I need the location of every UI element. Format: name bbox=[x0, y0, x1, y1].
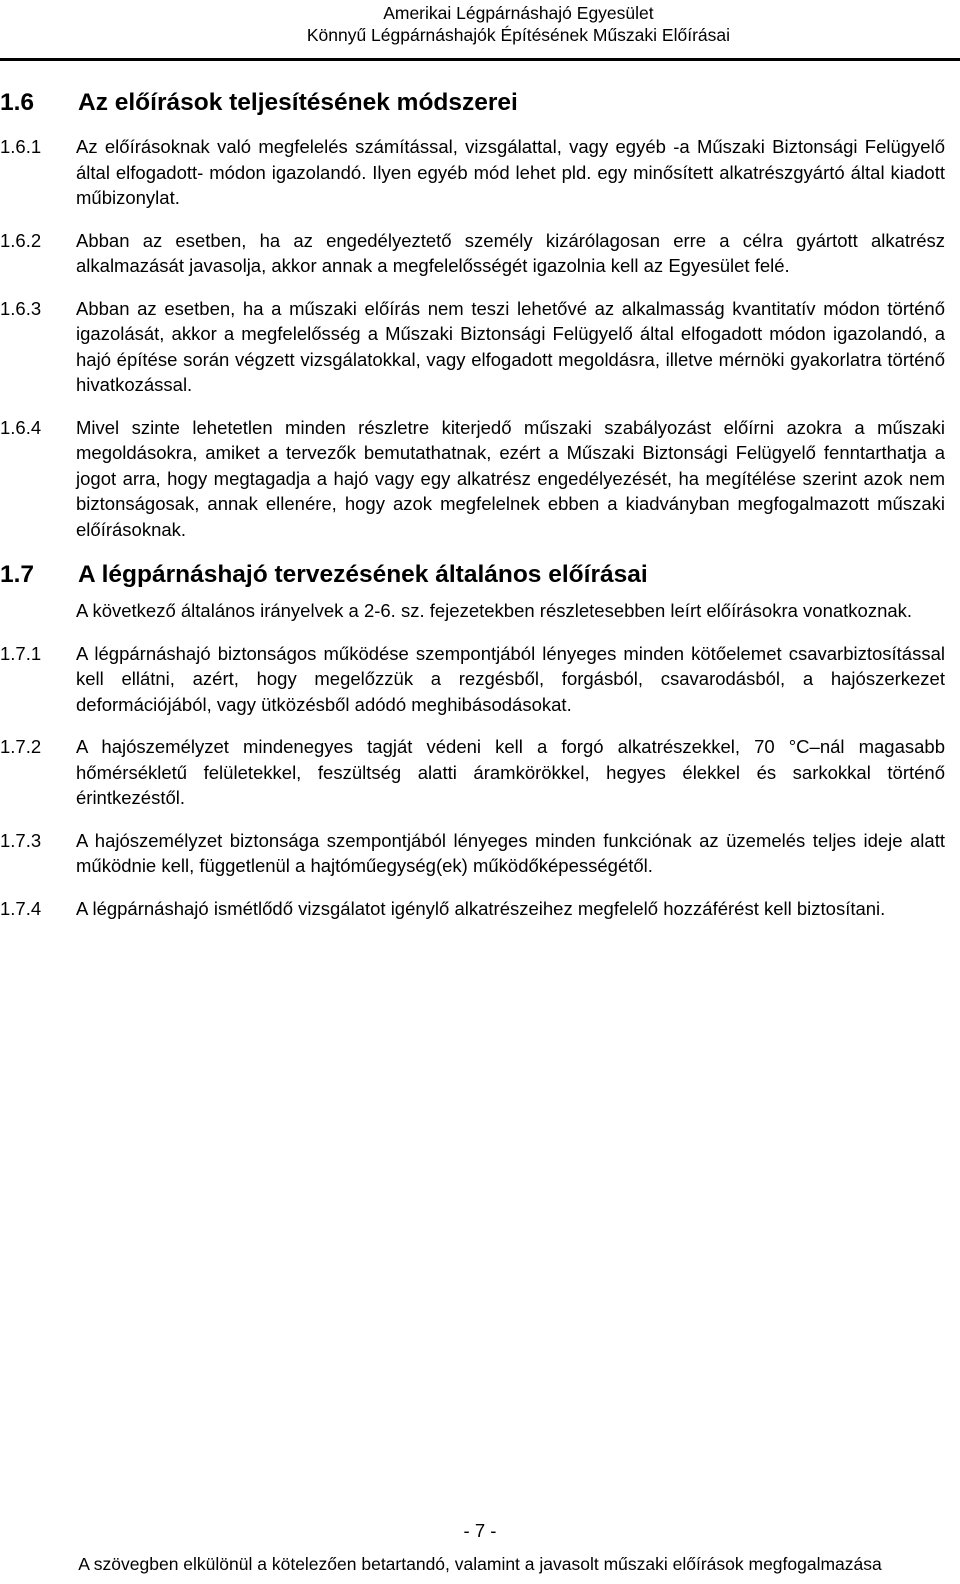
paragraph bbox=[0, 134, 945, 211]
section-number: 1.7 bbox=[0, 561, 35, 588]
page-number: - 7 - bbox=[463, 1520, 497, 1541]
section-title: Az előírások teljesítésének módszerei bbox=[78, 89, 518, 116]
page-footer: A szövegben elkülönül a kötelezően betartandó, valamint a javasolt műszaki előírások megfogalmazása bbox=[78, 1554, 882, 1574]
section-title: A légpárnáshajó tervezésének általános előírásai bbox=[78, 561, 648, 588]
section-heading bbox=[0, 560, 945, 590]
section-heading bbox=[0, 88, 945, 118]
paragraph-number: 1.6.4 bbox=[0, 416, 42, 438]
header-document-title: Könnyű Légpárnáshajók Építésének Műszaki Előírásai bbox=[306, 25, 730, 45]
paragraph bbox=[0, 896, 945, 922]
header-rule bbox=[0, 58, 960, 61]
paragraph bbox=[0, 296, 945, 398]
section-number: 1.6 bbox=[0, 89, 35, 116]
paragraph bbox=[0, 415, 945, 543]
paragraph bbox=[0, 641, 945, 718]
paragraph-number: 1.7.2 bbox=[0, 736, 42, 757]
paragraph-text: Az előírásoknak való megfelelés számítással, vizsgálattal, vagy egyéb -a Műszaki Biztonsági Felügyelő által elfogadott- módon igazolandó. Ilyen egyéb mód lehet pld. egy minősített alkatrészgyártó által kiadott műbizonylat. bbox=[76, 136, 945, 208]
paragraph-text: A légpárnáshajó ismétlődő vizsgálatot igénylő alkatrészeihez megfelelő hozzáférést kell biztosítani. bbox=[76, 897, 886, 919]
paragraph-number: 1.7.4 bbox=[0, 897, 42, 919]
paragraph-text: Abban az esetben, ha az engedélyeztető személy kizárólagosan erre a célra gyártott alkatrész alkalmazását javasolja, akkor annak a megfelelősségét igazolnia kell az Egyesület felé. bbox=[76, 229, 945, 276]
paragraph bbox=[0, 734, 945, 811]
section-intro: A következő általános irányelvek a 2-6. sz. fejezetekben részletesebben leírt előírásokra vonatkoznak. bbox=[76, 600, 913, 621]
paragraph-text: Mivel szinte lehetetlen minden részletre kiterjedő műszaki szabályozást előírni azokra a műszaki megoldásokra, amiket a tervezők bemutathatnak, ezért a Műszaki Biztonsági Felügyelő fenntarthatja a jogot arra, hogy megtagadja a hajó vagy egy alkatrész engedélyezését, ha megítélése szerint azok nem biztonságosak, annak ellenére, hogy azok megfelelnek ebben a kiadványban megfogalmazott műszaki előírásoknak. bbox=[76, 416, 945, 540]
paragraph-text: A légpárnáshajó biztonságos működése szempontjából lényeges minden kötőelemet csavarbiztosítással kell ellátni, azért, hogy megelőzzük a rezgésből, forgásból, csavarodásból, a hajószerkezet deformációjából, vagy ütközésből adódó meghibásodásokat. bbox=[76, 642, 945, 715]
paragraph-number: 1.7.1 bbox=[0, 642, 42, 664]
paragraph-number: 1.7.3 bbox=[0, 829, 42, 851]
paragraph-text: A hajószemélyzet mindenegyes tagját védeni kell a forgó alkatrészekkel, 70 °C–nál magasabb hőmérsékletű felületekkel, feszültség alatti áramkörökkel, hegyes élekkel és sarkokkal történő érintkezéstől. bbox=[76, 736, 945, 808]
paragraph-number: 1.6.2 bbox=[0, 229, 42, 251]
paragraph bbox=[0, 828, 945, 879]
paragraph-number: 1.6.3 bbox=[0, 297, 42, 319]
paragraph-text: A hajószemélyzet biztonsága szempontjából lényeges minden funkciónak az üzemelés teljes ideje alatt működnie kell, függetlenül a hajtóműegység(ek) működőképességétől. bbox=[76, 829, 945, 876]
paragraph bbox=[0, 228, 945, 279]
header-organization: Amerikai Légpárnáshajó Egyesület bbox=[383, 3, 654, 23]
paragraph-number: 1.6.1 bbox=[0, 136, 42, 157]
document-body bbox=[0, 88, 945, 938]
paragraph-text: Abban az esetben, ha a műszaki előírás nem teszi lehetővé az alkalmasság kvantitatív módon történő igazolását, akkor a megfelelősség a Műszaki Biztonsági Felügyelő által elfogadott módon igazolandó, a hajó építése során végzett vizsgálatokkal, vagy elfogadott megoldásra, illetve mérnöki gyakorlatra történő hivatkozással. bbox=[76, 297, 945, 395]
running-header bbox=[307, 2, 730, 46]
